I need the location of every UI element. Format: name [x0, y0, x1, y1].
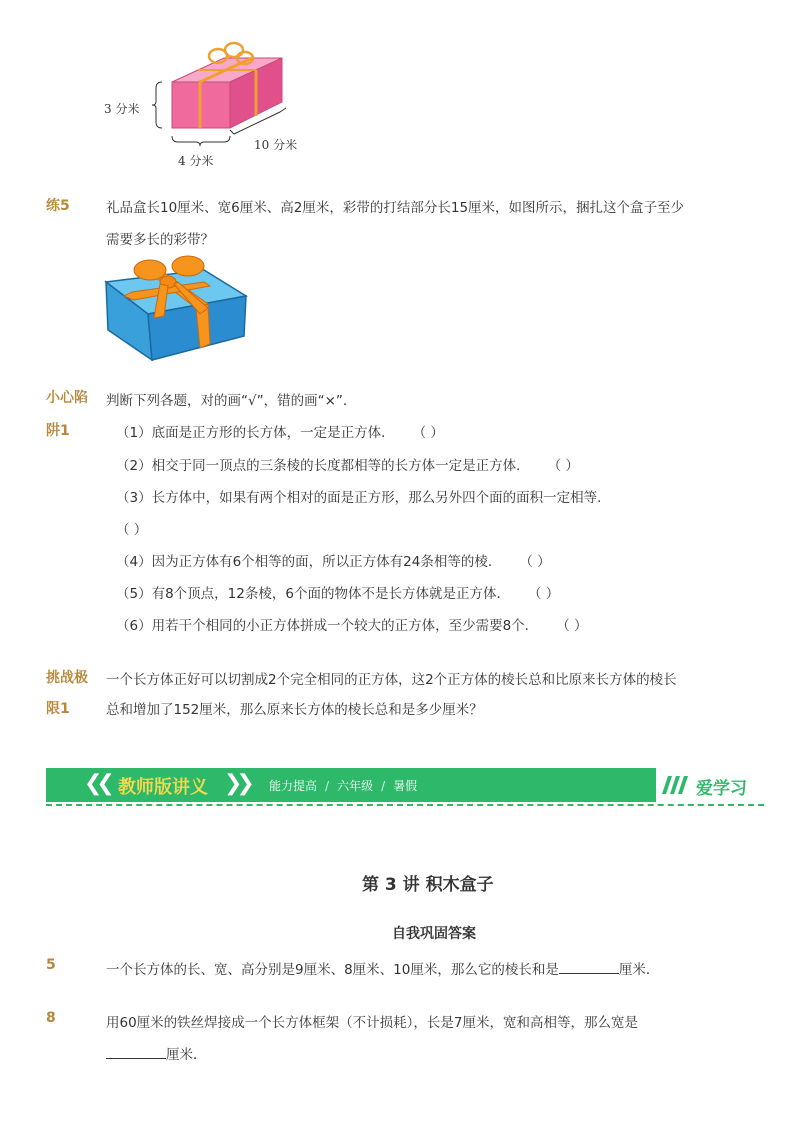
trap-item-answer-paren: （ ） [116, 522, 148, 538]
exercise-text-line1: 礼品盒长10厘米、宽6厘米、高2厘米，彩带的打结部分长15厘米，如图所示，捆扎这个盒子至少 [106, 200, 685, 216]
trap-label-line1: 小心陷 [46, 390, 88, 406]
lesson-title: 第 3 讲 积木盒子 [362, 875, 494, 895]
challenge-text-line1: 一个长方体正好可以切割成2个完全相同的正方体，这2个正方体的棱长总和比原来长方体的棱长 [106, 672, 677, 688]
chevron-left-icon: ❮❮ [84, 771, 109, 796]
trap-item: （5）有8个顶点，12条棱，6个面的物体不是长方体就是正方体． （ ） [116, 586, 560, 602]
brand-logo-icon [660, 774, 692, 796]
banner-title: 教师版讲义 [118, 777, 208, 798]
challenge-text-line2: 总和增加了152厘米，那么原来长方体的棱长总和是多少厘米？ [106, 702, 483, 718]
banner-divider [46, 804, 764, 806]
blue-gift-box-figure [104, 252, 254, 364]
width-label: 4 分米 [178, 154, 214, 168]
trap-item: （1）底面是正方形的长方体，一定是正方体． （ ） [116, 425, 444, 441]
challenge-label-line2: 限1 [46, 701, 70, 717]
trap-label-line2: 阱1 [46, 423, 70, 439]
exercise-text-line2: 需要多长的彩带？ [106, 232, 214, 248]
trap-item: （2）相交于同一顶点的三条棱的长度都相等的长方体一定是正方体． （ ） [116, 458, 579, 474]
length-label: 10 分米 [254, 138, 298, 152]
challenge-label-line1: 挑战极 [46, 670, 88, 686]
teacher-edition-banner [46, 768, 764, 802]
trap-item: （6）用若干个相同的小正方体拼成一个较大的正方体，至少需要8个． （ ） [116, 618, 588, 634]
trap-item: （4）因为正方体有6个相等的面，所以正方体有24条相等的棱． （ ） [116, 554, 551, 570]
chevron-right-icon: ❯❯ [224, 771, 249, 796]
brand-name: 爱学习 [696, 779, 747, 799]
question-text: 一个长方体的长、宽、高分别是9厘米、8厘米、10厘米，那么它的棱长和是 厘米． [106, 962, 660, 978]
lesson-subtitle: 自我巩固答案 [392, 926, 476, 942]
trap-intro: 判断下列各题，对的画“√”，错的画“×”． [106, 393, 357, 409]
answer-blank [559, 961, 619, 974]
question-text-line2: 厘米． [106, 1043, 207, 1063]
answer-blank [106, 1046, 166, 1059]
trap-item: （3）长方体中，如果有两个相对的面是正方形，那么另外四个面的面积一定相等． [116, 490, 611, 506]
exercise-label: 练5 [46, 198, 70, 214]
height-label: 3 分米 [104, 102, 140, 116]
question-number: 5 [46, 957, 56, 973]
banner-meta: 能力提高 / 六年级 / 暑假 [269, 779, 418, 793]
question-text-line1: 用60厘米的铁丝焊接成一个长方体框架（不计损耗），长是7厘米，宽和高相等，那么宽是 [106, 1015, 639, 1031]
question-number: 8 [46, 1010, 56, 1026]
